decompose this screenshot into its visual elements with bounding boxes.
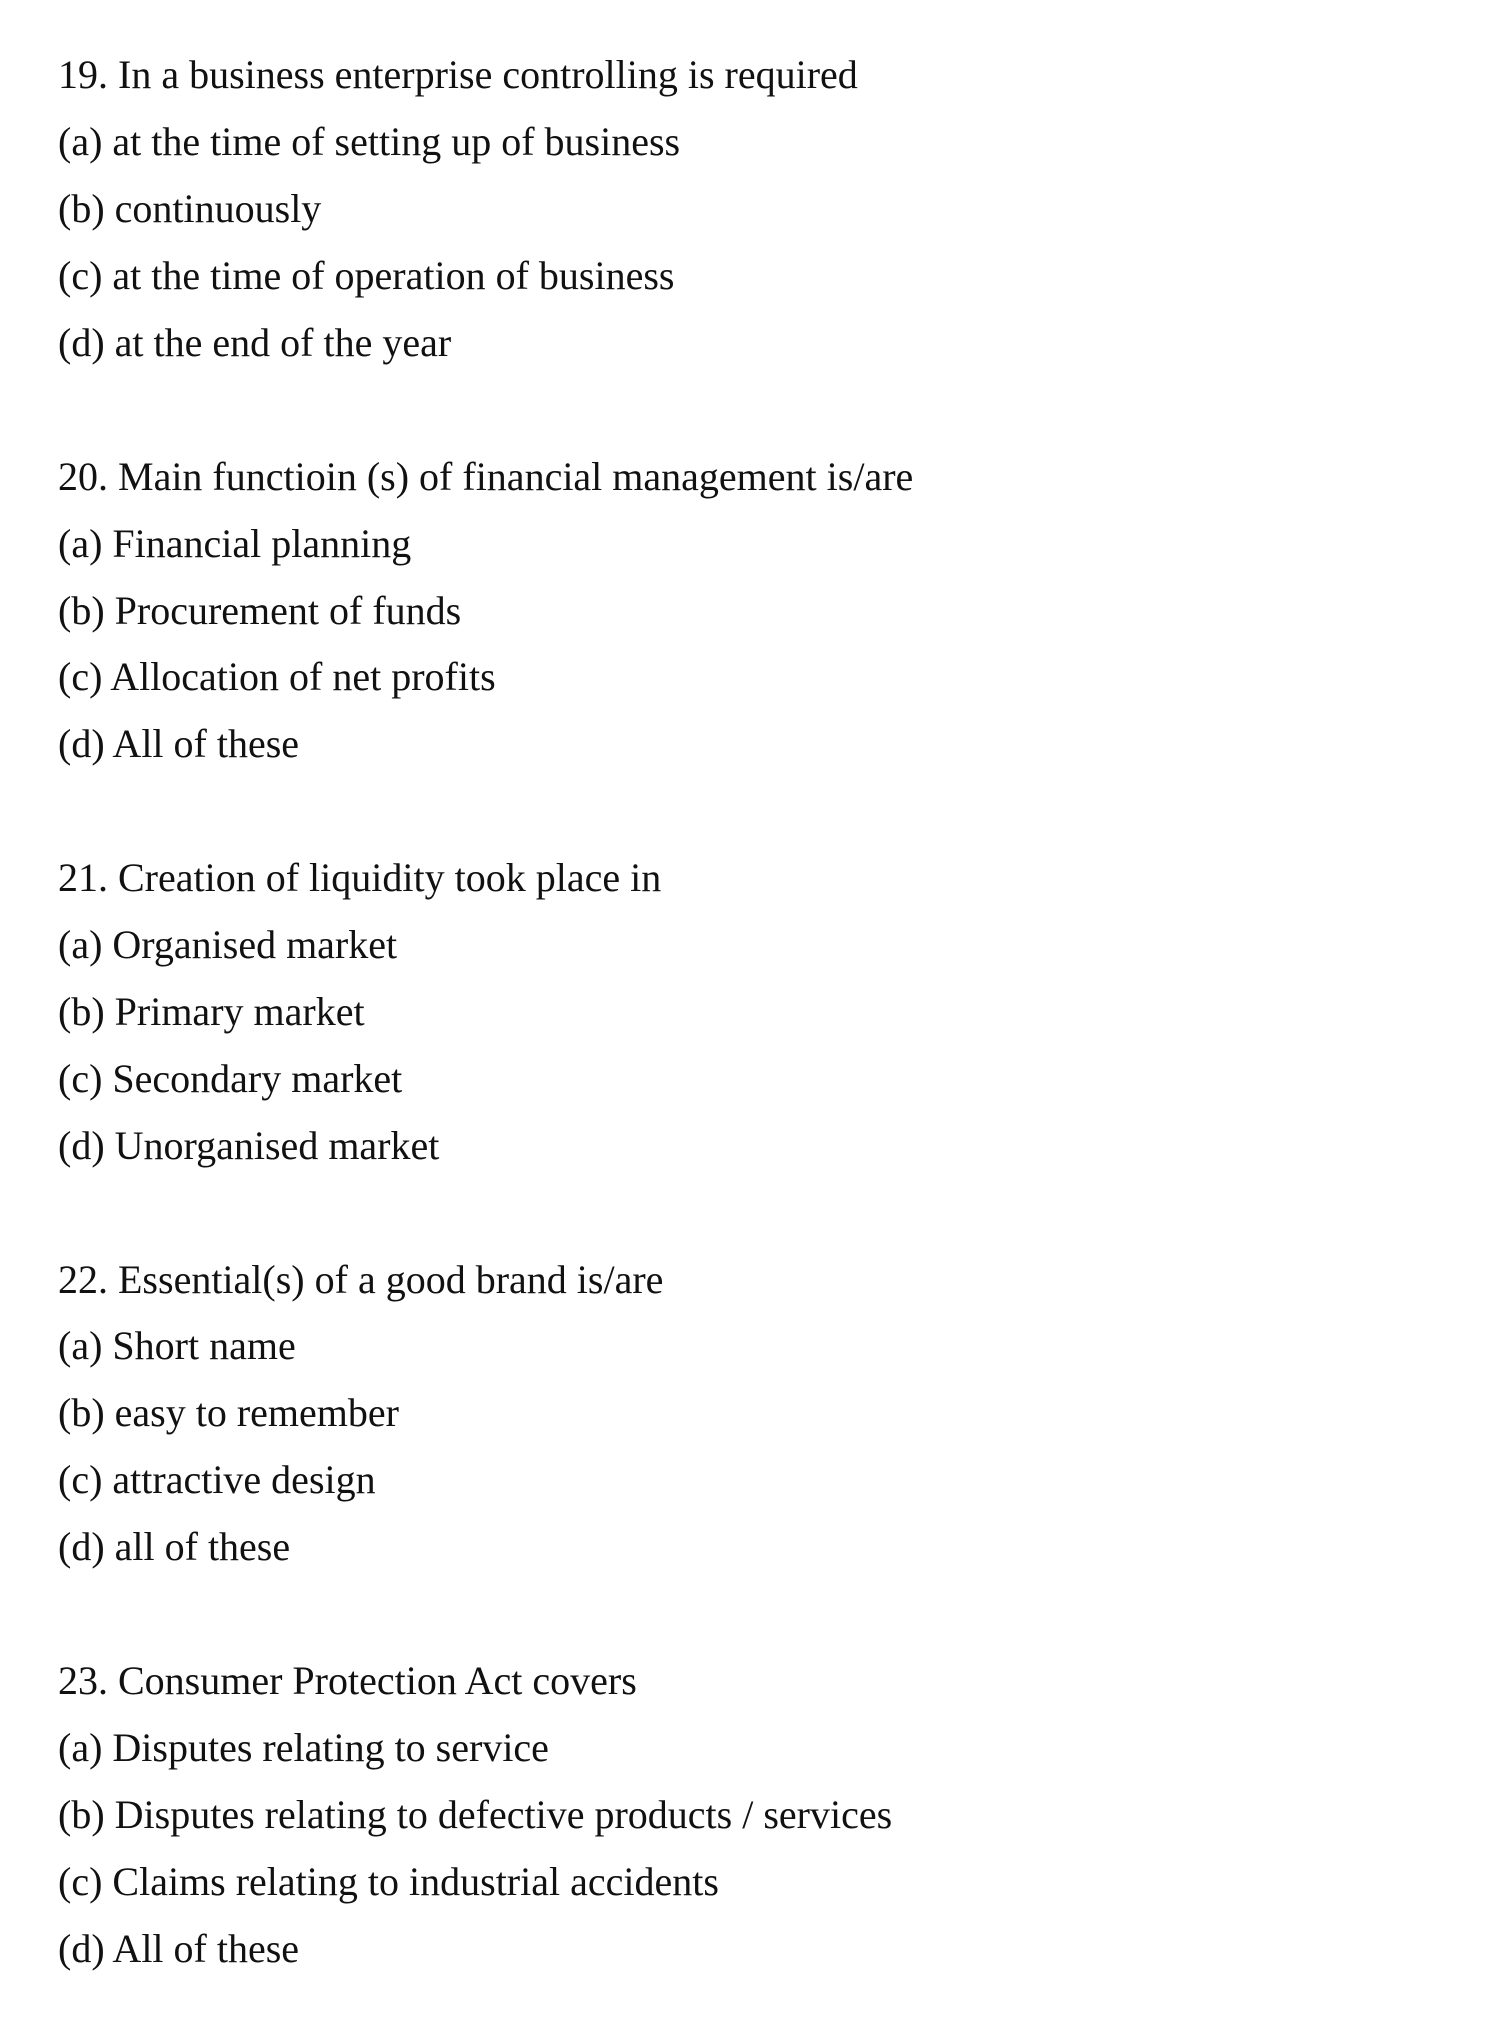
question-text: 19. In a business enterprise controlling is required xyxy=(58,52,858,98)
option-c: (c) at the time of operation of business xyxy=(58,253,675,299)
option-c: (c) Secondary market xyxy=(58,1055,403,1101)
option-a: (a) Financial planning xyxy=(58,520,412,566)
option-a: (a) Organised market xyxy=(58,922,398,968)
option-b: (b) easy to remember xyxy=(58,1390,399,1436)
option-a: (a) Short name xyxy=(58,1323,296,1369)
option-b: (b) continuously xyxy=(58,186,322,232)
option-a: (a) at the time of setting up of business xyxy=(58,119,681,165)
option-a: (a) Disputes relating to service xyxy=(58,1724,549,1770)
option-d: (d) All of these xyxy=(58,721,300,767)
question-text: 23. Consumer Protection Act covers xyxy=(58,1657,637,1703)
option-c: (c) Allocation of net profits xyxy=(58,654,496,700)
option-d: (d) all of these xyxy=(58,1524,291,1570)
question-text: 20. Main functioin (s) of financial management is/are xyxy=(58,453,914,499)
option-d: (d) All of these xyxy=(58,1925,300,1971)
option-d: (d) at the end of the year xyxy=(58,319,452,365)
option-b: (b) Primary market xyxy=(58,988,365,1034)
option-d: (d) Unorganised market xyxy=(58,1122,440,1168)
question-text: 21. Creation of liquidity took place in xyxy=(58,855,662,901)
option-b: (b) Disputes relating to defective products / services xyxy=(58,1791,893,1837)
question-text: 22. Essential(s) of a good brand is/are xyxy=(58,1256,664,1302)
option-c: (c) attractive design xyxy=(58,1457,376,1503)
option-c: (c) Claims relating to industrial accidents xyxy=(58,1858,719,1904)
option-b: (b) Procurement of funds xyxy=(58,587,462,633)
